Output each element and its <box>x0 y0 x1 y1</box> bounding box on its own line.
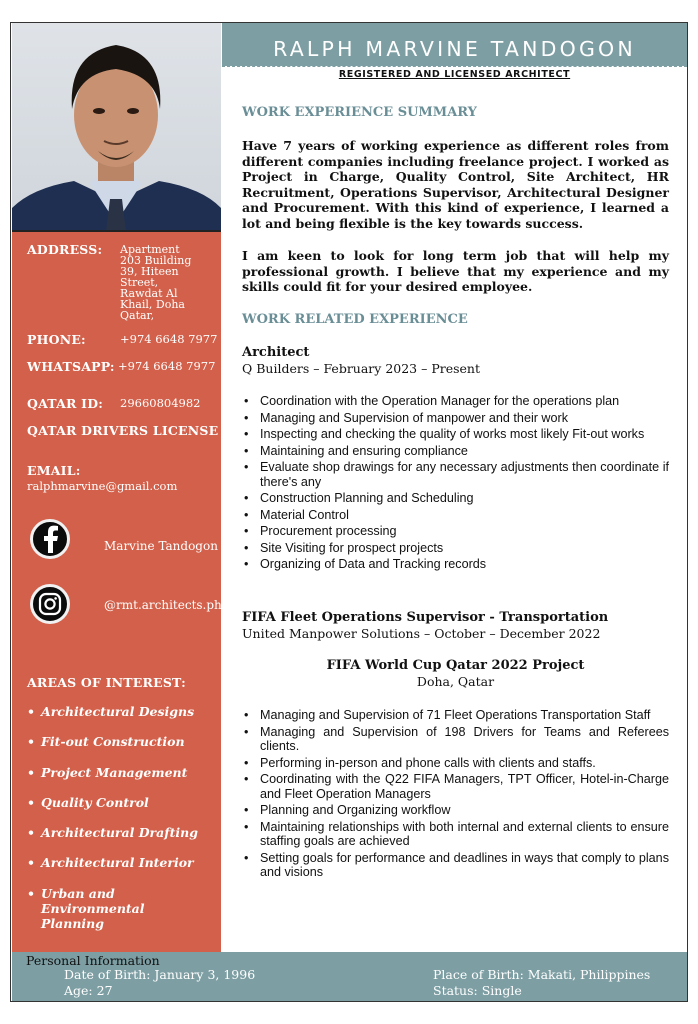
list-item: • Material Control <box>242 508 669 523</box>
job1-duties <box>242 394 669 574</box>
list-item: • Planning and Organizing workflow <box>242 803 669 818</box>
candidate-profession: REGISTERED AND LICENSED ARCHITECT <box>338 69 571 80</box>
interest-item: • Fit-out Construction <box>27 734 185 749</box>
list-item: • Maintaining relationships with both internal and external clients to ensure staffing goals are achieved <box>242 820 669 849</box>
summary-paragraph-1: Have 7 years of working experience as different roles from different companies including freelance project. I worked as Project in Charge, Quality Control, Site Architect, HR Recruitment, Operations Supervisor, Architectural Designer and Procurement. With this kind of experience, I learned a lot and being flexible is the key towards success. <box>242 138 669 231</box>
list-item: • Site Visiting for prospect projects <box>242 541 669 556</box>
job1-company: Q Builders – February 2023 – Present <box>242 361 480 376</box>
qatar-id-label: QATAR ID: <box>27 396 104 411</box>
project-title: FIFA World Cup Qatar 2022 Project <box>326 658 585 673</box>
address-label: ADDRESS: <box>27 242 103 257</box>
job1-title: Architect <box>242 345 310 360</box>
address-value: Apartment 203 Building 39, Hiteen Street, Rawdat Al Khail, Doha Qatar, <box>120 243 192 322</box>
personal-information-footer <box>12 952 687 1001</box>
whatsapp-value[interactable]: +974 6648 7977 <box>118 359 216 373</box>
instagram-icon[interactable] <box>30 584 70 624</box>
phone-value[interactable]: +974 6648 7977 <box>120 332 218 346</box>
place-of-birth: Place of Birth: Makati, Philippines <box>433 967 651 982</box>
interest-item: • Architectural Designs <box>27 704 195 719</box>
header-divider <box>222 66 687 67</box>
list-item: • Performing in-person and phone calls with clients and staffs. <box>242 756 669 771</box>
list-item: • Setting goals for performance and deadlines in ways that comply to plans and visions <box>242 851 669 880</box>
list-item: • Coordination with the Operation Manager for the operations plan <box>242 394 669 409</box>
qatar-id-value: 29660804982 <box>120 396 201 410</box>
work-related-experience-title: WORK RELATED EXPERIENCE <box>242 312 468 327</box>
facebook-name[interactable]: Marvine Tandogon <box>104 539 218 553</box>
summary-paragraph-2: I am keen to look for long term job that will help my professional growth. I believe that my experience and my skills could fit for your desired employee. <box>242 248 669 295</box>
age: Age: 27 <box>64 983 113 998</box>
date-of-birth: Date of Birth: January 3, 1996 <box>64 967 256 982</box>
list-item: • Construction Planning and Scheduling <box>242 491 669 506</box>
work-summary-title: WORK EXPERIENCE SUMMARY <box>242 105 477 120</box>
sidebar <box>12 232 221 952</box>
areas-of-interest-title: AREAS OF INTEREST: <box>27 675 186 690</box>
project-location: Doha, Qatar <box>416 674 495 689</box>
list-item: • Managing and Supervision of 71 Fleet Operations Transportation Staff <box>242 708 669 723</box>
job2-duties <box>242 708 669 882</box>
interest-item: • Architectural Interior <box>27 855 194 870</box>
interest-item: • Project Management <box>27 765 188 780</box>
list-item: • Managing and Supervision of manpower and their work <box>242 411 669 426</box>
phone-label: PHONE: <box>27 332 86 347</box>
list-item: • Maintaining and ensuring compliance <box>242 444 669 459</box>
whatsapp-label: WHATSAPP: <box>27 359 115 374</box>
job2-company: United Manpower Solutions – October – December 2022 <box>242 626 601 641</box>
candidate-name: RALPH MARVINE TANDOGON <box>273 37 636 61</box>
interest-item: • Architectural Drafting <box>27 825 198 840</box>
facebook-icon[interactable] <box>30 519 70 559</box>
job2-title: FIFA Fleet Operations Supervisor - Transportation <box>242 610 609 625</box>
list-item: • Evaluate shop drawings for any necessary adjustments then coordinate if there's any <box>242 460 669 489</box>
header-band <box>222 23 687 66</box>
list-item: • Procurement processing <box>242 524 669 539</box>
interest-item: • Quality Control <box>27 795 149 810</box>
list-item: • Coordinating with the Q22 FIFA Managers, TPT Officer, Hotel-in-Charge and Fleet Operation Managers <box>242 772 669 801</box>
profile-photo <box>12 23 221 232</box>
civil-status: Status: Single <box>433 983 522 998</box>
interest-item: • Urban and Environmental Planning <box>27 886 145 931</box>
list-item: • Organizing of Data and Tracking records <box>242 557 669 572</box>
list-item: • Inspecting and checking the quality of works most likely Fit-out works <box>242 427 669 442</box>
email-value[interactable]: ralphmarvine@gmail.com <box>27 479 178 493</box>
list-item: • Managing and Supervision of 198 Drivers for Teams and Referees clients. <box>242 725 669 754</box>
email-label: EMAIL: <box>27 463 81 478</box>
drivers-license-label: QATAR DRIVERS LICENSE <box>27 423 219 438</box>
instagram-handle[interactable]: @rmt.architects.ph <box>104 598 222 612</box>
personal-information-title: Personal Information <box>26 953 160 968</box>
